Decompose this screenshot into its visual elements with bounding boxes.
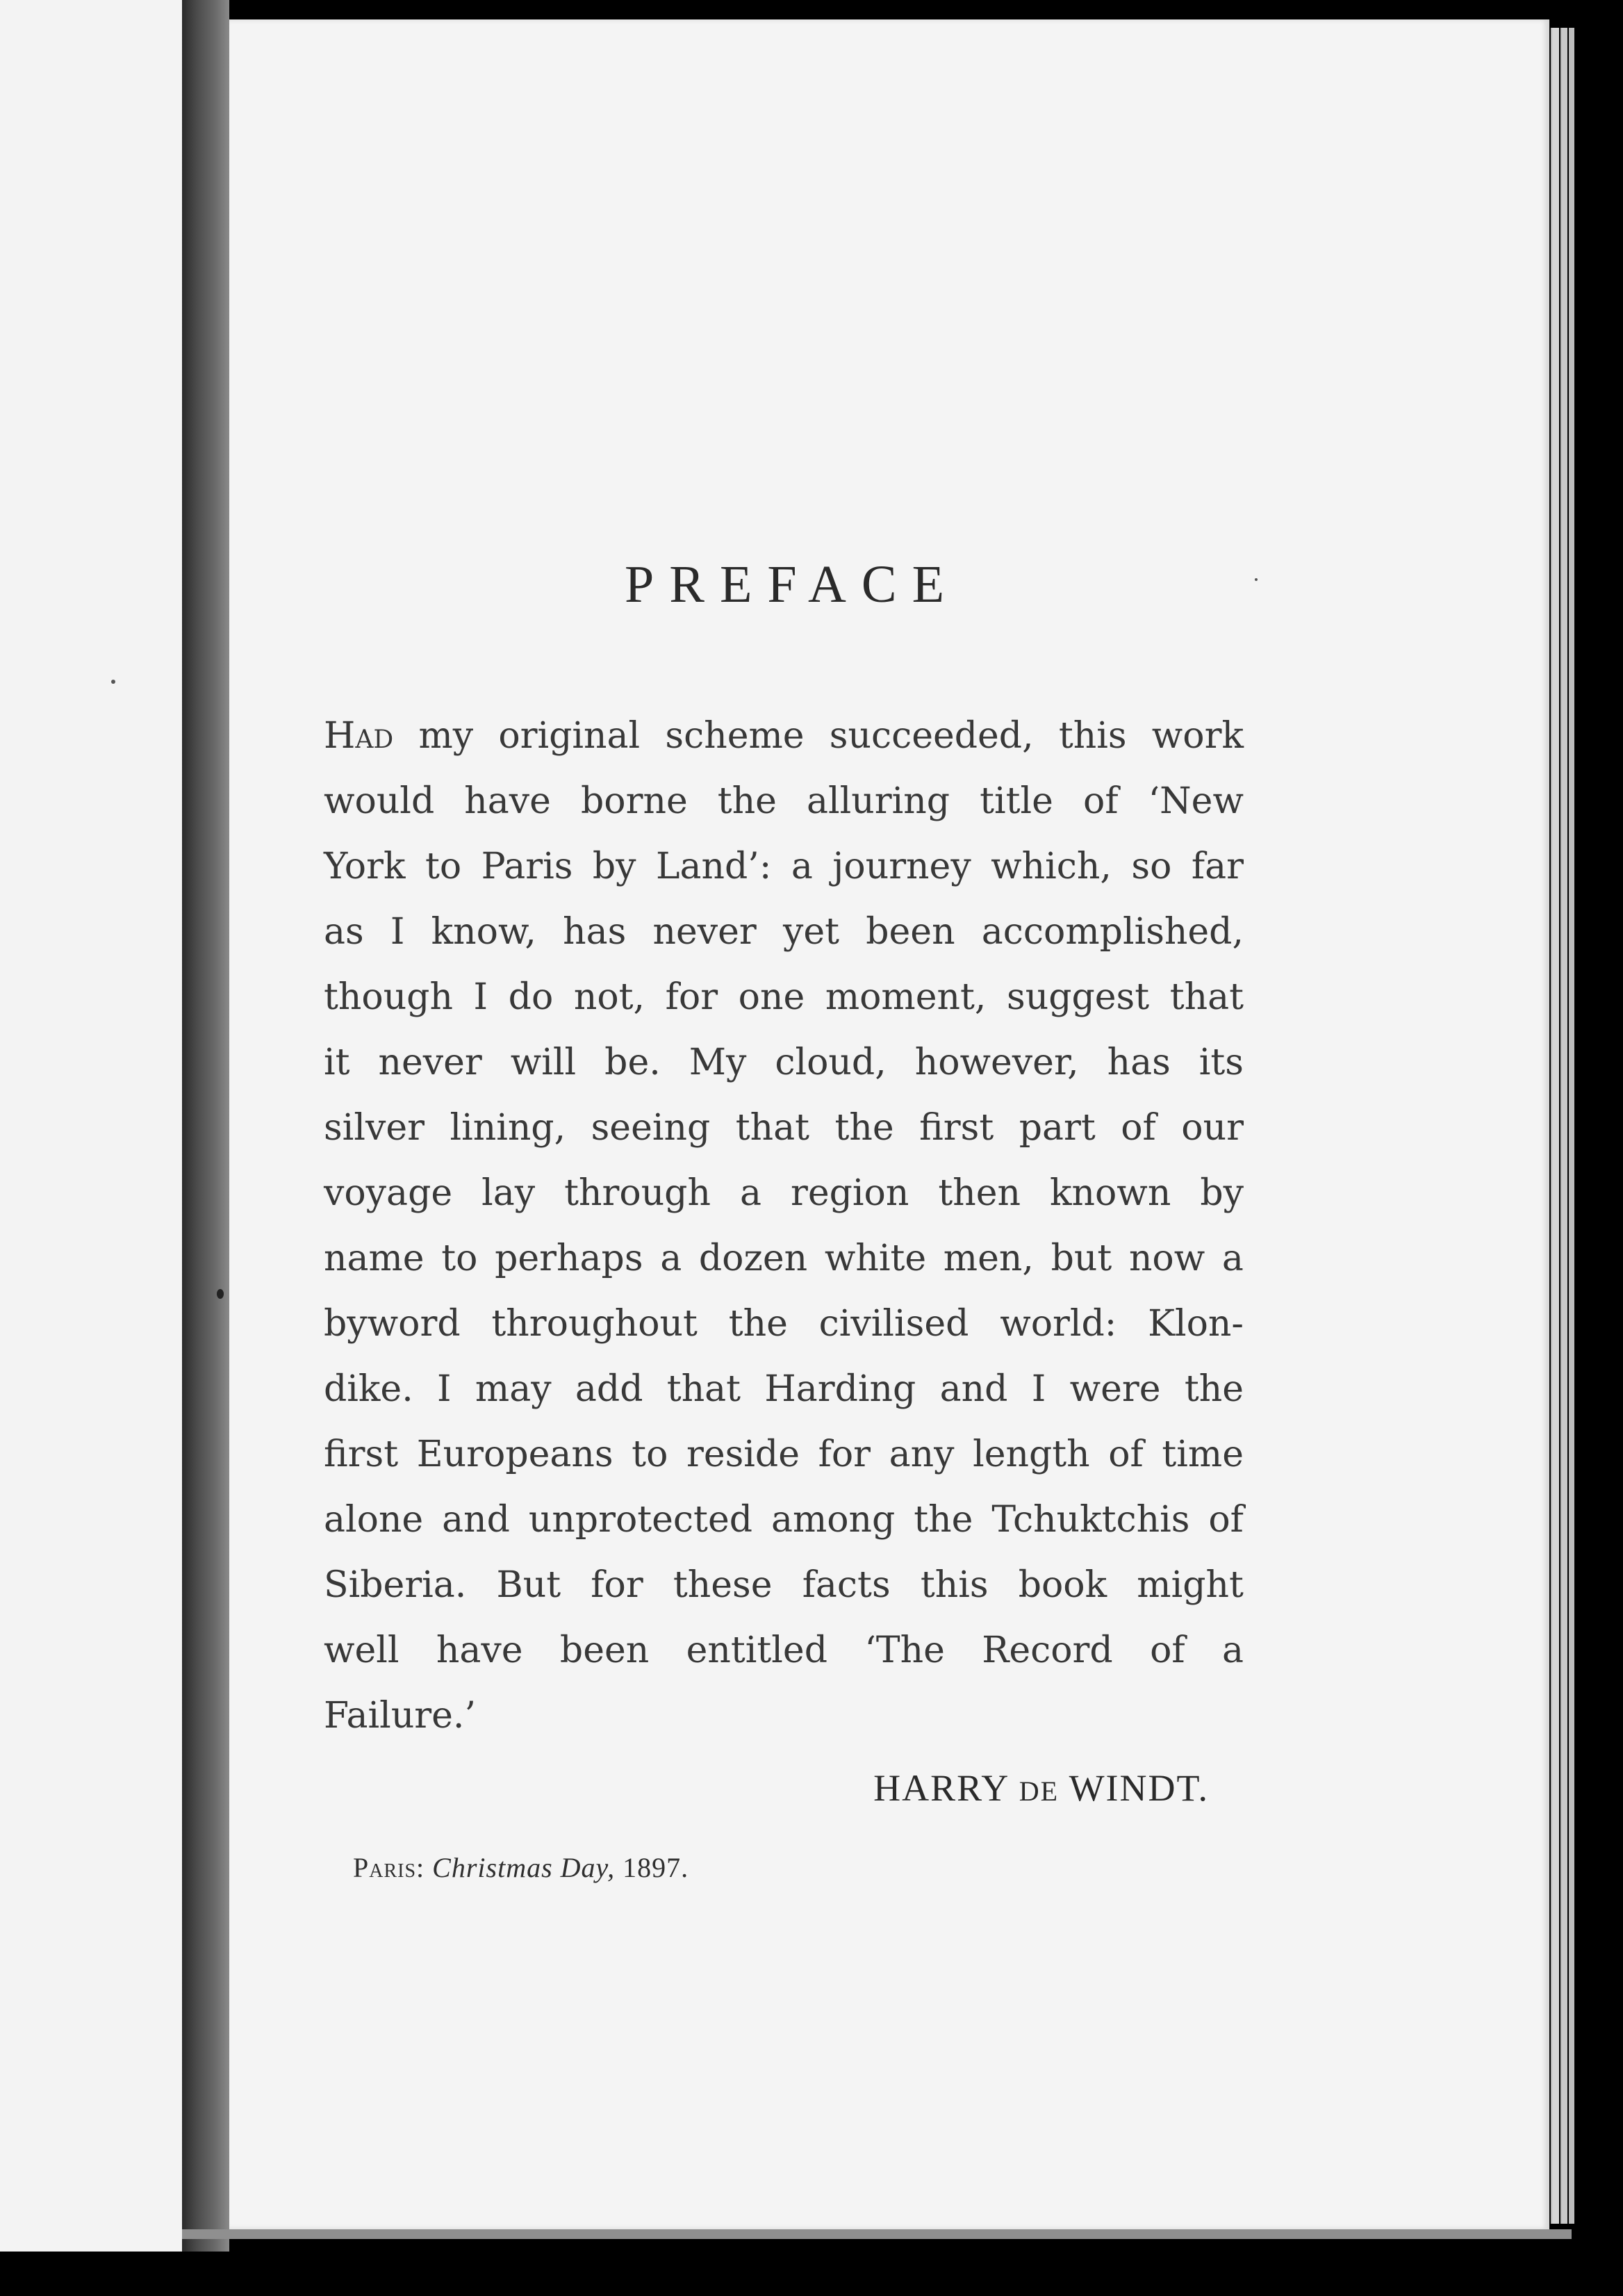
text-line (324, 834, 1244, 899)
word: to (441, 1238, 478, 1279)
word: voyage (324, 1172, 453, 1214)
word: of (1121, 1107, 1156, 1149)
word: of (1208, 1499, 1244, 1541)
word: moment, (825, 976, 987, 1018)
word: however, (914, 1042, 1079, 1083)
text-line (324, 1422, 1244, 1487)
word: But (496, 1564, 561, 1606)
word: a (660, 1238, 682, 1279)
word: seeing (591, 1107, 711, 1149)
word: as (324, 911, 364, 953)
word: Land’: (656, 846, 772, 887)
word: facts (802, 1564, 891, 1606)
word: Paris (481, 846, 573, 887)
author-last-name: WINDT. (1069, 1767, 1209, 1809)
text-line (324, 1030, 1244, 1095)
word: length (973, 1434, 1090, 1475)
word: one (738, 976, 805, 1018)
word: original (498, 715, 641, 757)
word: throughout (491, 1303, 698, 1345)
word: known (1050, 1172, 1171, 1214)
paper-speck (111, 680, 115, 684)
text-line (324, 1487, 1244, 1552)
word: and (442, 1499, 510, 1541)
dateline-occasion: Christmas Day, (432, 1852, 616, 1883)
word: ‘The (864, 1630, 945, 1671)
word: through (564, 1172, 711, 1214)
page-edge (1569, 28, 1574, 2224)
word: that (735, 1107, 810, 1149)
word: do (508, 976, 554, 1018)
word: cloud, (775, 1042, 887, 1083)
word: of (1083, 780, 1119, 822)
word: has (563, 911, 627, 953)
word: lay (481, 1172, 536, 1214)
word: unprotected (528, 1499, 753, 1541)
word: Tchuktchis (991, 1499, 1190, 1541)
word: any (889, 1434, 955, 1475)
word: a (739, 1172, 761, 1214)
paper-speck (217, 1289, 224, 1299)
word: to (632, 1434, 668, 1475)
word: though (324, 976, 453, 1018)
word: not, (573, 976, 645, 1018)
word: that (666, 1368, 741, 1410)
page-title: PREFACE (624, 555, 959, 614)
page-edge (1551, 28, 1559, 2224)
word: entitled (686, 1630, 827, 1671)
word: York (324, 846, 406, 887)
facing-page (0, 0, 182, 2252)
author-signature (792, 1766, 1209, 1810)
word: title (980, 780, 1053, 822)
word: and (939, 1368, 1008, 1410)
dateline-place: Paris (353, 1852, 417, 1883)
word: Failure.’ (324, 1695, 476, 1737)
word: now (1128, 1238, 1205, 1279)
word: region (790, 1172, 909, 1214)
word: I (1031, 1368, 1046, 1410)
word: these (673, 1564, 773, 1606)
word: to (425, 846, 462, 887)
text-line (324, 1226, 1244, 1291)
word: yet (782, 911, 840, 953)
word: our (1181, 1107, 1244, 1149)
word: alone (324, 1499, 424, 1541)
word: that (1169, 976, 1244, 1018)
word: the (834, 1107, 894, 1149)
word: Siberia. (324, 1564, 467, 1606)
text-line (324, 769, 1244, 834)
word: were (1069, 1368, 1161, 1410)
drop-word: Had (324, 715, 394, 757)
word: then (938, 1172, 1021, 1214)
text-line (324, 1618, 1244, 1683)
text-line (324, 899, 1244, 965)
text-line (324, 1161, 1244, 1226)
word: it (324, 1042, 350, 1083)
dateline (353, 1851, 909, 1884)
word: by (592, 846, 636, 887)
word: its (1198, 1042, 1244, 1083)
word: have (464, 780, 551, 822)
text-line (324, 1683, 1244, 1748)
word: my (418, 715, 474, 757)
word: work (1151, 715, 1244, 757)
author-particle: DE (1019, 1776, 1060, 1807)
word: suggest (1007, 976, 1150, 1018)
word: first (324, 1434, 399, 1475)
page-bottom-edge (182, 2229, 1572, 2239)
word: this (920, 1564, 989, 1606)
word: part (1019, 1107, 1096, 1149)
word: Klon- (1148, 1303, 1244, 1345)
word: silver (324, 1107, 425, 1149)
word: Harding (764, 1368, 916, 1410)
text-line (324, 1095, 1244, 1161)
word: Record (982, 1630, 1113, 1671)
word: will (510, 1042, 577, 1083)
word: be. (604, 1042, 661, 1083)
word: a (1221, 1238, 1244, 1279)
word: accomplished, (981, 911, 1244, 953)
word: of (1150, 1630, 1185, 1671)
word: this (1058, 715, 1127, 757)
word: succeeded, (829, 715, 1034, 757)
word: so (1131, 846, 1172, 887)
word: men, (943, 1238, 1034, 1279)
word: know, (431, 911, 536, 953)
word: have (436, 1630, 523, 1671)
word: journey (832, 846, 971, 887)
word: dike. (324, 1368, 413, 1410)
word: the (1184, 1368, 1244, 1410)
word: the (728, 1303, 788, 1345)
word: been (866, 911, 955, 953)
text-line (324, 1356, 1244, 1422)
word: of (1108, 1434, 1144, 1475)
word: I (390, 911, 405, 953)
text-line (324, 1552, 1244, 1618)
word: would (324, 780, 435, 822)
word: far (1191, 846, 1244, 887)
word: name (324, 1238, 425, 1279)
word: the (914, 1499, 973, 1541)
word: My (689, 1042, 747, 1083)
word: ‘New (1148, 780, 1244, 822)
dateline-separator: : (416, 1852, 425, 1883)
word: book (1018, 1564, 1107, 1606)
word: among (771, 1499, 896, 1541)
word: a (1221, 1630, 1244, 1671)
word: for (818, 1434, 871, 1475)
word: may (475, 1368, 552, 1410)
word: add (575, 1368, 643, 1410)
preface-body (324, 703, 1244, 1748)
word: I (473, 976, 488, 1018)
word: well (324, 1630, 399, 1671)
word: for (591, 1564, 643, 1606)
word: white (824, 1238, 927, 1279)
word: Europeans (416, 1434, 613, 1475)
word: never (652, 911, 757, 953)
word: but (1051, 1238, 1112, 1279)
word: world: (1000, 1303, 1117, 1345)
text-line (324, 703, 1244, 769)
word: time (1162, 1434, 1244, 1475)
text-line (324, 965, 1244, 1030)
word: lining, (450, 1107, 566, 1149)
word: borne (581, 780, 688, 822)
word: dozen (698, 1238, 808, 1279)
word: might (1137, 1564, 1244, 1606)
word: which, (991, 846, 1112, 887)
word: the (717, 780, 777, 822)
word: by (1200, 1172, 1244, 1214)
word: first (919, 1107, 994, 1149)
word: reside (686, 1434, 800, 1475)
word: a (791, 846, 813, 887)
text-line (324, 1291, 1244, 1356)
word: scheme (665, 715, 805, 757)
word: byword (324, 1303, 461, 1345)
dateline-year: 1897. (623, 1852, 689, 1883)
word: alluring (807, 780, 950, 822)
word: never (378, 1042, 482, 1083)
word: has (1107, 1042, 1171, 1083)
word: perhaps (495, 1238, 643, 1279)
word: for (665, 976, 718, 1018)
word: been (559, 1630, 650, 1671)
word: civilised (818, 1303, 969, 1345)
word: I (437, 1368, 452, 1410)
book-gutter (182, 0, 229, 2252)
author-first-name: HARRY (873, 1767, 1009, 1809)
page-edge (1560, 28, 1567, 2224)
